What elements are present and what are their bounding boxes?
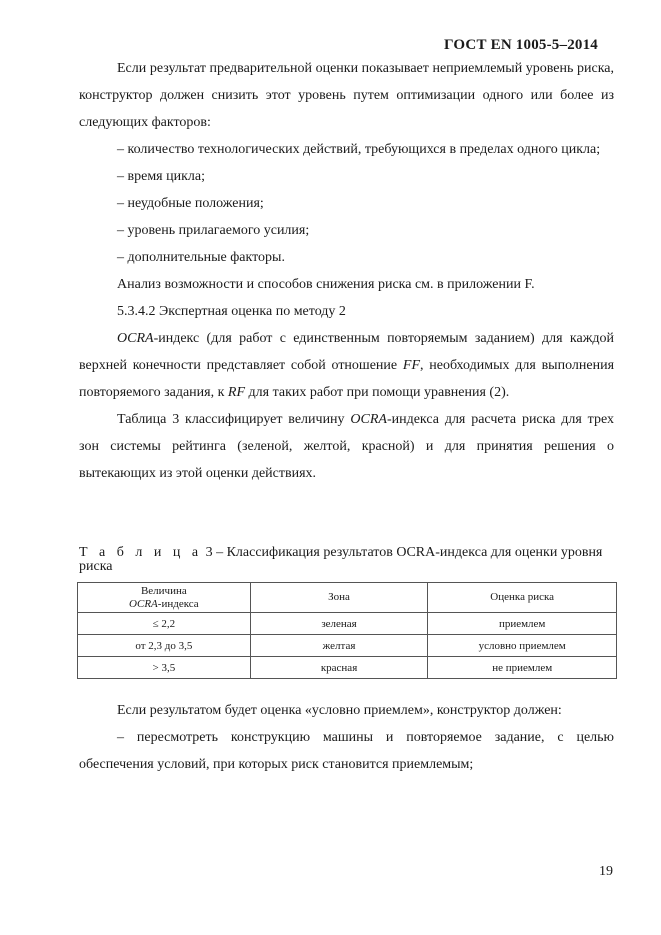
- cell-value: ≤ 2,2: [78, 613, 251, 635]
- header-value: Величина OCRA-индекса: [78, 583, 251, 613]
- header-assessment: Оценка риска: [428, 583, 617, 613]
- caption-text: 3 – Классификация результатов OCRA-индекса для оценки уровня риска: [79, 545, 603, 574]
- table-reference: Таблица 3 классифицирует величину OCRA-индекса для расчета риска для трех зон системы рейтинга (зеленой, желтой, красной) и для принятия решения о вытекающих из этой оценки действиях.: [79, 412, 614, 481]
- ff-term: FF: [402, 358, 420, 373]
- annex-reference: Анализ возможности и способов снижения риска см. в приложении F.: [117, 277, 535, 292]
- cell-value: от 2,3 до 3,5: [78, 635, 251, 657]
- conditional-paragraph: Если результатом будет оценка «условно приемлем», конструктор должен:: [117, 703, 562, 718]
- table-header-row: [78, 583, 617, 613]
- after-table-text: [79, 697, 614, 778]
- page-number: 19: [599, 864, 613, 879]
- ocra-classification-table: [77, 582, 617, 679]
- document-code: ГОСТ EN 1005-5–2014: [444, 37, 598, 53]
- table-row: [78, 635, 617, 657]
- ocra-term: OCRA: [117, 331, 154, 346]
- table-row: [78, 613, 617, 635]
- factor-item: – время цикла;: [117, 169, 205, 184]
- main-text: [79, 55, 614, 487]
- rf-term: RF: [227, 385, 246, 400]
- section-heading: 5.3.4.2 Экспертная оценка по методу 2: [117, 304, 346, 319]
- cell-zone: зеленая: [250, 613, 428, 635]
- action-item: – пересмотреть конструкцию машины и повторяемое задание, с целью обеспечения условий, при которых риск становится приемлемым;: [79, 730, 614, 772]
- factor-item: – количество технологических действий, требующихся в пределах одного цикла;: [117, 142, 601, 157]
- cell-assessment: не приемлем: [428, 657, 617, 679]
- cell-value: > 3,5: [78, 657, 251, 679]
- caption-label: Т а б л и ц а: [79, 545, 203, 560]
- cell-assessment: условно приемлем: [428, 635, 617, 657]
- cell-zone: желтая: [250, 635, 428, 657]
- cell-assessment: приемлем: [428, 613, 617, 635]
- table-caption: [79, 546, 619, 574]
- factor-item: – неудобные положения;: [117, 196, 264, 211]
- cell-zone: красная: [250, 657, 428, 679]
- ocra-definition: OCRA-индекс (для работ с единственным повторяемым заданием) для каждой верхней конечности представляет собой отношение FF, необходимых для выполнения повторяемого задания, к RF для таких работ при помощи уравнения (2).: [79, 331, 615, 400]
- intro-paragraph: Если результат предварительной оценки показывает неприемлемый уровень риска, конструктор должен снизить этот уровень путем оптимизации одного или более из следующих факторов:: [79, 61, 614, 130]
- factor-item: – дополнительные факторы.: [117, 250, 285, 265]
- header-zone: Зона: [250, 583, 428, 613]
- factor-item: – уровень прилагаемого усилия;: [117, 223, 310, 238]
- table-row: [78, 657, 617, 679]
